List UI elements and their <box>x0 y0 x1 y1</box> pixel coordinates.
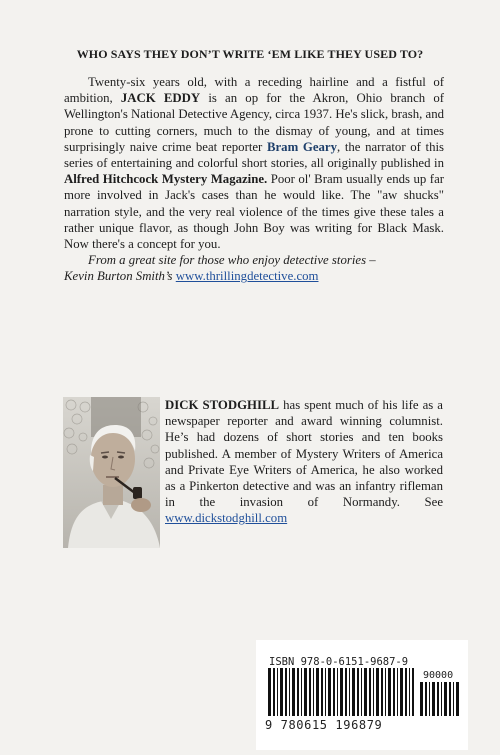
barcode-bar <box>268 668 271 716</box>
barcode-bar <box>409 668 410 716</box>
barcode-bar <box>449 682 451 716</box>
barcode-bar <box>352 668 355 716</box>
barcode-bar <box>369 668 371 716</box>
barcode-bar <box>453 682 454 716</box>
barcode-bar <box>425 682 427 716</box>
barcode-bar <box>321 668 323 716</box>
barcode-bar <box>309 668 311 716</box>
blurb-text: Twenty-six years old, with a receding hairline and a fistful of ambition, <box>64 75 444 106</box>
book-blurb <box>64 74 444 285</box>
barcode-bar <box>393 668 395 716</box>
barcode-bar <box>333 668 335 716</box>
barcode-bar <box>397 668 398 716</box>
author-photo <box>63 397 160 548</box>
barcode-bar <box>316 668 319 716</box>
barcode-bar <box>456 682 459 716</box>
barcode-bar <box>385 668 386 716</box>
barcode-bar <box>441 682 442 716</box>
barcode-bar <box>437 682 439 716</box>
barcode-bar <box>432 682 435 716</box>
barcode-bar <box>376 668 379 716</box>
barcode-bar <box>280 668 283 716</box>
barcode-bar <box>304 668 307 716</box>
price-code: 90000 <box>423 670 454 681</box>
credit-text: From a great site for those who enjoy detective stories – <box>88 253 376 268</box>
author-name: DICK STODGHILL <box>165 398 280 412</box>
barcode-bar <box>301 668 302 716</box>
barcode-bar <box>412 668 414 716</box>
barcode-bar <box>361 668 362 716</box>
barcode-bar <box>405 668 407 716</box>
author-bio <box>165 397 443 527</box>
barcode-bar <box>388 668 391 716</box>
barcode-bar <box>313 668 314 716</box>
thrillingdetective-link[interactable]: www.thrillingdetective.com <box>175 269 319 284</box>
barcode-bar <box>364 668 367 716</box>
narrator-name: Bram Geary <box>266 139 337 154</box>
barcode-bar <box>340 668 343 716</box>
barcode-bar <box>444 682 447 716</box>
credit-author: Kevin Burton Smith’s <box>64 269 176 284</box>
barcode-bar <box>381 668 383 716</box>
author-portrait-image <box>63 397 160 548</box>
blurb-text: Poor ol' Bram usually ends up far more involved in Jack's cases than he would like. The "aw shucks" narration style, and the very real violence of the times give these tales a rather unique flavor, as though John Boy was writing for Black Mask. Now there's a concept for you. <box>64 172 445 252</box>
barcode-bar <box>325 668 326 716</box>
barcode-bar <box>285 668 287 716</box>
barcode-bar <box>429 682 430 716</box>
barcode-bar <box>297 668 299 716</box>
barcode-bar <box>349 668 350 716</box>
barcode-bar <box>277 668 278 716</box>
barcode-bar <box>400 668 403 716</box>
barcode-bar <box>337 668 338 716</box>
protagonist-name: JACK EDDY <box>120 91 201 106</box>
barcode-bar <box>292 668 295 716</box>
review-credit <box>64 252 444 284</box>
barcode-bar <box>328 668 331 716</box>
barcode-bar <box>357 668 359 716</box>
blurb-text: is an op for the Akron, Ohio branch of Wellington's National Detective Agency, circa 1937. He's slick, brash, and prone to cutting corners, much to the dismay of young, and at times surprisingly naive crime beat reporter <box>64 91 444 154</box>
blurb-text: , the narrator of this series of entertaining and colorful short stories, all originally published in <box>64 139 445 171</box>
barcode-bar <box>273 668 275 716</box>
barcode-bar <box>289 668 290 716</box>
isbn-label: ISBN 978-0-6151-9687-9 <box>269 656 409 668</box>
barcode-bar <box>420 682 423 716</box>
barcode-bar <box>345 668 347 716</box>
blurb-paragraph <box>64 74 444 252</box>
back-cover-heading: WHO SAYS THEY DON’T WRITE ‘EM LIKE THEY USED TO? <box>76 47 424 61</box>
barcode-bar <box>373 668 374 716</box>
bio-text: has spent much of his life as a newspaper reporter and award winning columnist. He’s had dozens of short stories and ten books published. A member of Mystery Writers of America and Private Eye Writers of America, he also worked as a Pinkerton detective and was an infantry rifleman in the invasion of Normandy. See <box>165 398 443 510</box>
ean-digits: 9 780615 196879 <box>265 718 383 732</box>
magazine-name: Alfred Hitchcock Mystery Magazine. <box>64 172 268 187</box>
author-website-link[interactable]: www.dickstodghill.com <box>165 511 288 526</box>
